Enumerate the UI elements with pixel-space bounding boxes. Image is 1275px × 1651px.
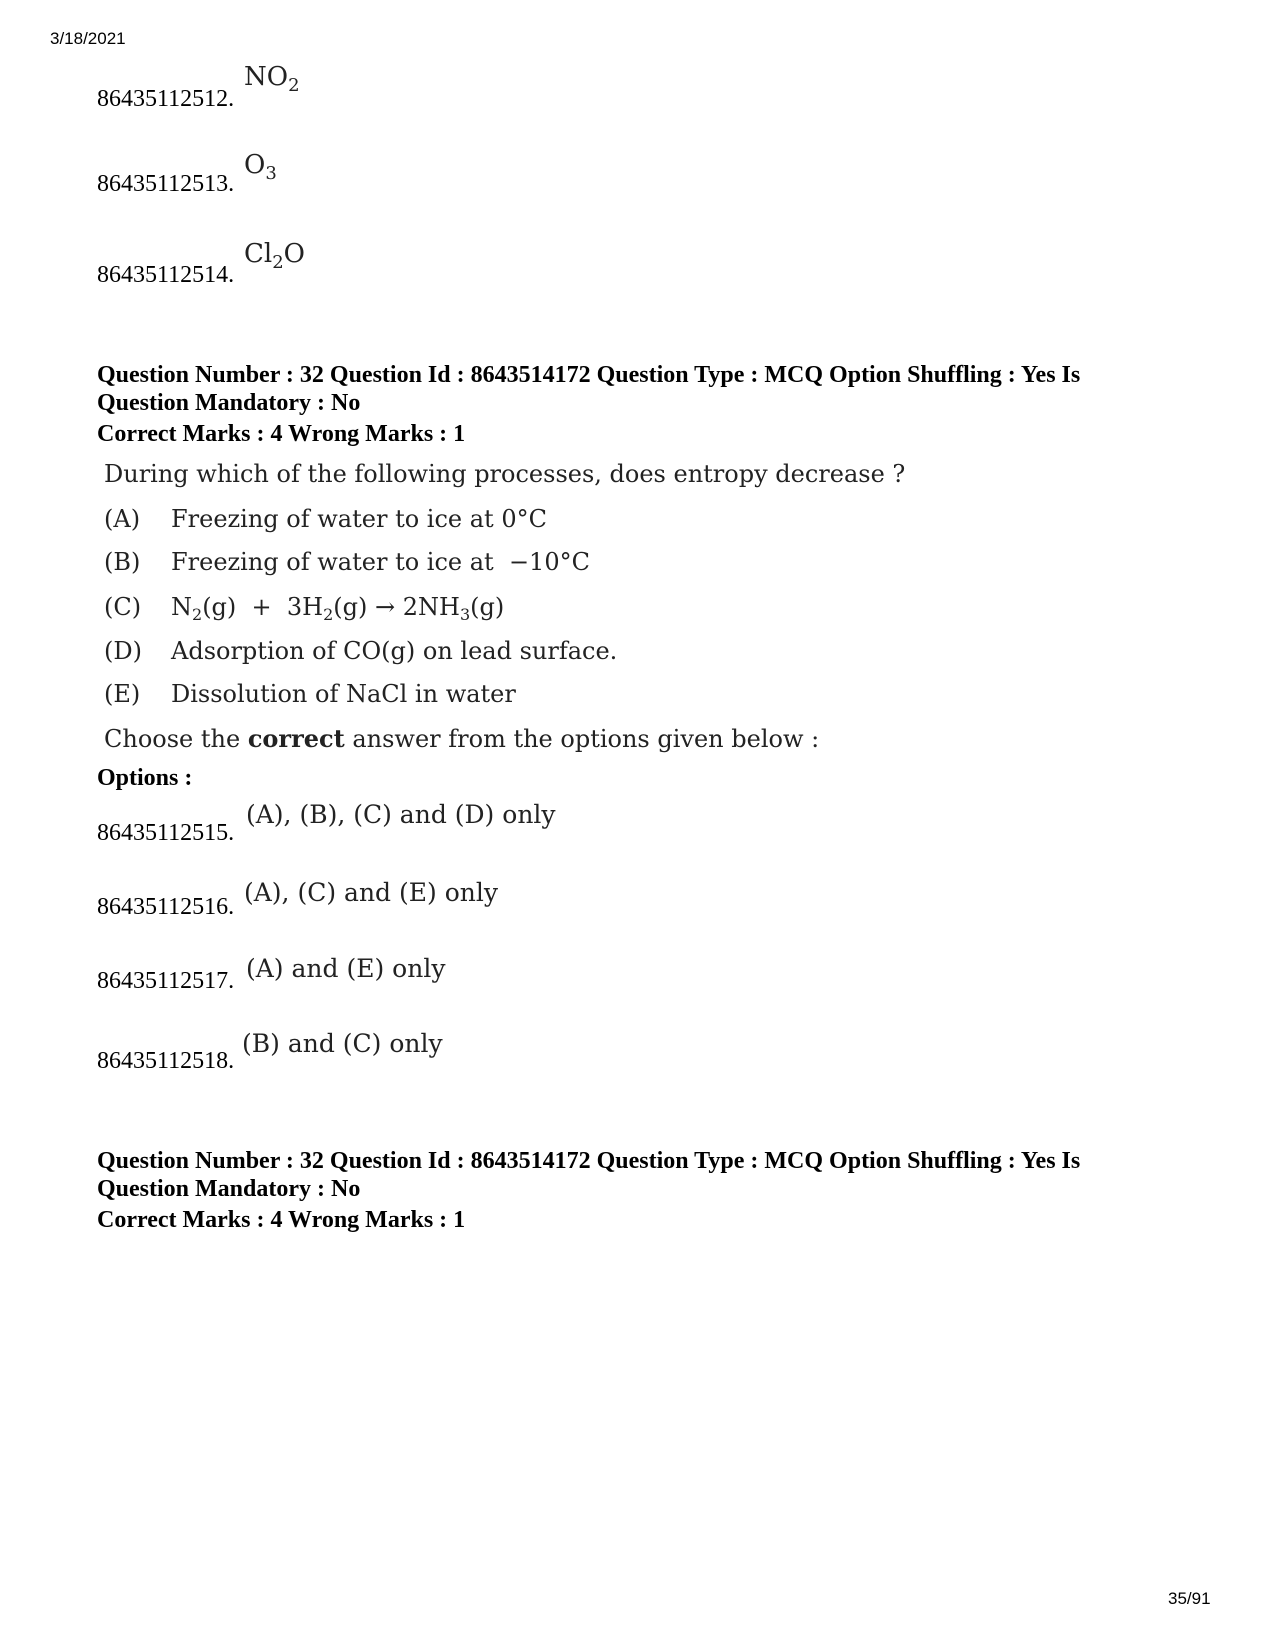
option-id: 86435112517.: [97, 968, 235, 994]
statement-label: (C): [104, 593, 142, 621]
option-id: 86435112518.: [97, 1048, 235, 1074]
question-meta: [97, 361, 1080, 417]
option-id: 86435112516.: [97, 894, 235, 920]
choose-instruction: Choose the correct answer from the options given below :: [104, 724, 820, 753]
statement-item: [104, 505, 547, 533]
statement-item: [104, 680, 516, 708]
next-question-meta-line2: Question Mandatory : No: [97, 1176, 361, 1202]
question-prompt: During which of the following processes, does entropy decrease ?: [104, 460, 906, 488]
question-marks: Correct Marks : 4 Wrong Marks : 1: [97, 421, 466, 447]
option-text: (A) and (E) only: [246, 954, 446, 983]
option-id: 86435112513.: [97, 171, 235, 197]
option-formula: $Cl_2O$: [244, 239, 305, 273]
option-text: (A), (B), (C) and (D) only: [246, 800, 556, 829]
options-label: Options :: [97, 765, 193, 791]
option-text: (B) and (C) only: [242, 1029, 443, 1058]
statement-text: Freezing of water to ice at −10°C: [171, 548, 590, 576]
next-question-marks: Correct Marks : 4 Wrong Marks : 1: [97, 1207, 466, 1233]
statement-item: [104, 593, 505, 624]
statement-label: (A): [104, 505, 141, 533]
statement-text: Freezing of water to ice at 0°C: [171, 505, 547, 533]
statement-equation: $N_2(g) + 3H_2(g) \to 2NH_3(g)$: [171, 593, 505, 624]
next-question-meta-line1: Question Number : 32 Question Id : 8643514172 Question Type : MCQ Option Shuffling : Yes Is: [97, 1148, 1081, 1174]
statement-item: [104, 548, 590, 576]
option-id: 86435112515.: [97, 820, 235, 846]
page-number: 35/91: [1168, 1589, 1211, 1608]
option-id: 86435112514.: [97, 262, 235, 288]
question-meta-line2: Question Mandatory : No: [97, 390, 361, 416]
statement-label: (B): [104, 548, 141, 576]
statement-text: Dissolution of NaCl in water: [171, 680, 516, 708]
option-formula: $O_3$: [244, 150, 277, 184]
option-id: 86435112512.: [97, 86, 235, 112]
print-date: 3/18/2021: [50, 29, 126, 48]
option-text: (A), (C) and (E) only: [244, 878, 498, 907]
statement-label: (E): [104, 680, 141, 708]
statement-text: Adsorption of CO(g) on lead surface.: [171, 637, 618, 665]
next-question-meta: [97, 1147, 1080, 1203]
question-meta-line1: Question Number : 32 Question Id : 8643514172 Question Type : MCQ Option Shuffling : Yes Is: [97, 362, 1081, 388]
option-formula: $NO_2$: [244, 62, 300, 96]
statement-label: (D): [104, 637, 142, 665]
statement-item: [104, 637, 617, 665]
